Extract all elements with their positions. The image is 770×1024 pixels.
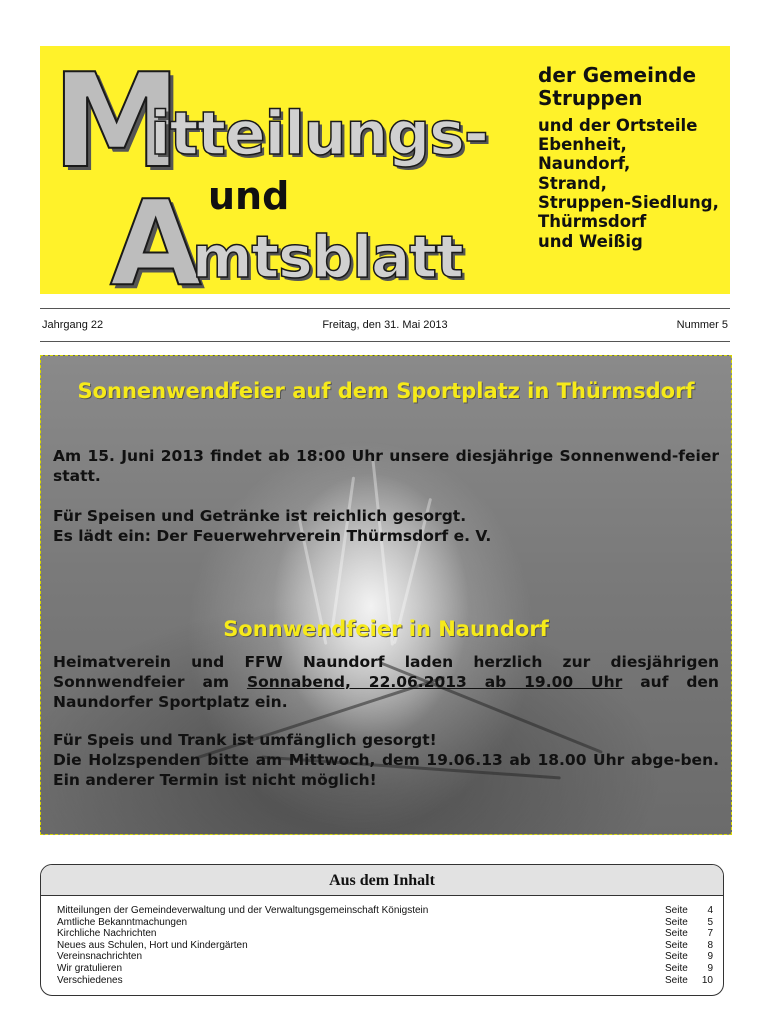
contents-page-number: 9 bbox=[707, 951, 713, 963]
table-of-contents bbox=[40, 864, 724, 996]
contents-row[interactable] bbox=[57, 951, 713, 963]
district-line: Ebenheit, bbox=[538, 135, 627, 155]
logo-word-und: und bbox=[208, 174, 290, 218]
contents-page-number: 10 bbox=[701, 974, 713, 986]
invitation-text: Heimatverein und FFW Naundorf laden herzlich zur diesjährigen Sonnwendfeier am bbox=[53, 653, 719, 692]
municipality-block bbox=[538, 64, 719, 251]
paragraph-wood-donation bbox=[53, 730, 719, 790]
contents-seite-label: Seite bbox=[665, 928, 688, 940]
contents-page-number: 5 bbox=[707, 916, 713, 928]
district-line: Thürmsdorf bbox=[538, 212, 647, 232]
invitation-location: auf den Naundorfer Sportplatz ein. bbox=[53, 673, 719, 712]
district-line: und der Ortsteile bbox=[538, 115, 698, 135]
issue-date: Freitag, den 31. Mai 2013 bbox=[322, 319, 448, 331]
fire-decoration bbox=[330, 477, 355, 636]
contents-row[interactable] bbox=[57, 940, 713, 952]
bonfire-announcement bbox=[40, 355, 732, 835]
paragraph-catering bbox=[53, 506, 719, 546]
contents-row[interactable] bbox=[57, 928, 713, 940]
issue-volume: Jahrgang 22 bbox=[42, 319, 104, 331]
contents-entry-title: Mitteilungen der Gemeindeverwaltung und der Verwaltungsgemeinschaft Königstein bbox=[57, 905, 429, 916]
paragraph-line: Die Holzspenden bitte am Mittwoch, dem 19.06.13 ab 18.00 Uhr abge-ben. Ein anderer Termin ist nicht möglich! bbox=[53, 751, 719, 790]
paragraph-line: Für Speisen und Getränke ist reichlich gesorgt. bbox=[53, 507, 467, 525]
municipality-line: Struppen bbox=[538, 86, 643, 111]
contents-page-number: 8 bbox=[707, 939, 713, 951]
municipality-line: der Gemeinde bbox=[538, 63, 697, 87]
contents-row[interactable] bbox=[57, 963, 713, 975]
contents-entry-title: Vereinsnachrichten bbox=[57, 951, 143, 963]
paragraph-invitation bbox=[53, 652, 719, 712]
headline-naundorf: Sonnwendfeier in Naundorf bbox=[223, 617, 549, 641]
contents-row[interactable] bbox=[57, 917, 713, 929]
contents-entry-title: Wir gratulieren bbox=[57, 962, 123, 974]
contents-list bbox=[57, 905, 713, 986]
district-line: und Weißig bbox=[538, 231, 643, 251]
district-line: Struppen-Siedlung, bbox=[538, 192, 719, 212]
issue-number: Nummer 5 bbox=[676, 319, 728, 331]
logo-word-mtsblatt: mtsblatt bbox=[192, 223, 463, 291]
district-line: Naundorf, bbox=[538, 154, 631, 174]
contents-page-number: 7 bbox=[707, 928, 713, 940]
contents-entry-title: Neues aus Schulen, Hort und Kindergärten bbox=[57, 939, 248, 951]
contents-seite-label: Seite bbox=[665, 974, 688, 986]
contents-seite-label: Seite bbox=[665, 905, 688, 916]
contents-entry-title: Kirchliche Nachrichten bbox=[57, 928, 157, 940]
contents-seite-label: Seite bbox=[665, 962, 688, 974]
contents-title: Aus dem Inhalt bbox=[41, 865, 723, 896]
logo-word-itteilungs: itteilungs- bbox=[150, 99, 488, 169]
paragraph-line: Für Speis und Trank ist umfänglich gesorgt! bbox=[53, 731, 437, 749]
contents-row[interactable] bbox=[57, 905, 713, 917]
contents-page-number: 9 bbox=[707, 962, 713, 974]
paragraph-date: Am 15. Juni 2013 findet ab 18:00 Uhr unsere diesjährige Sonnenwend-feier statt. bbox=[53, 447, 719, 486]
invitation-date: Sonnabend, 22.06.2013 ab 19.00 Uhr bbox=[246, 673, 623, 692]
headline-thuermsdorf: Sonnenwendfeier auf dem Sportplatz in Thürmsdorf bbox=[77, 379, 695, 403]
masthead bbox=[40, 45, 730, 312]
contents-seite-label: Seite bbox=[665, 939, 688, 951]
issue-info-line bbox=[40, 308, 730, 342]
contents-seite-label: Seite bbox=[665, 916, 688, 928]
paragraph-line: Es lädt ein: Der Feuerwehrverein Thürmsdorf e. V. bbox=[53, 527, 492, 546]
logo-letter-m: M bbox=[52, 45, 182, 197]
contents-entry-title: Verschiedenes bbox=[57, 974, 123, 986]
contents-entry-title: Amtliche Bekanntmachungen bbox=[57, 916, 188, 928]
district-line: Strand, bbox=[538, 173, 607, 193]
logo-letter-a: A bbox=[110, 174, 202, 312]
contents-seite-label: Seite bbox=[665, 951, 688, 963]
contents-row[interactable] bbox=[57, 975, 713, 987]
contents-page-number: 4 bbox=[707, 905, 713, 916]
